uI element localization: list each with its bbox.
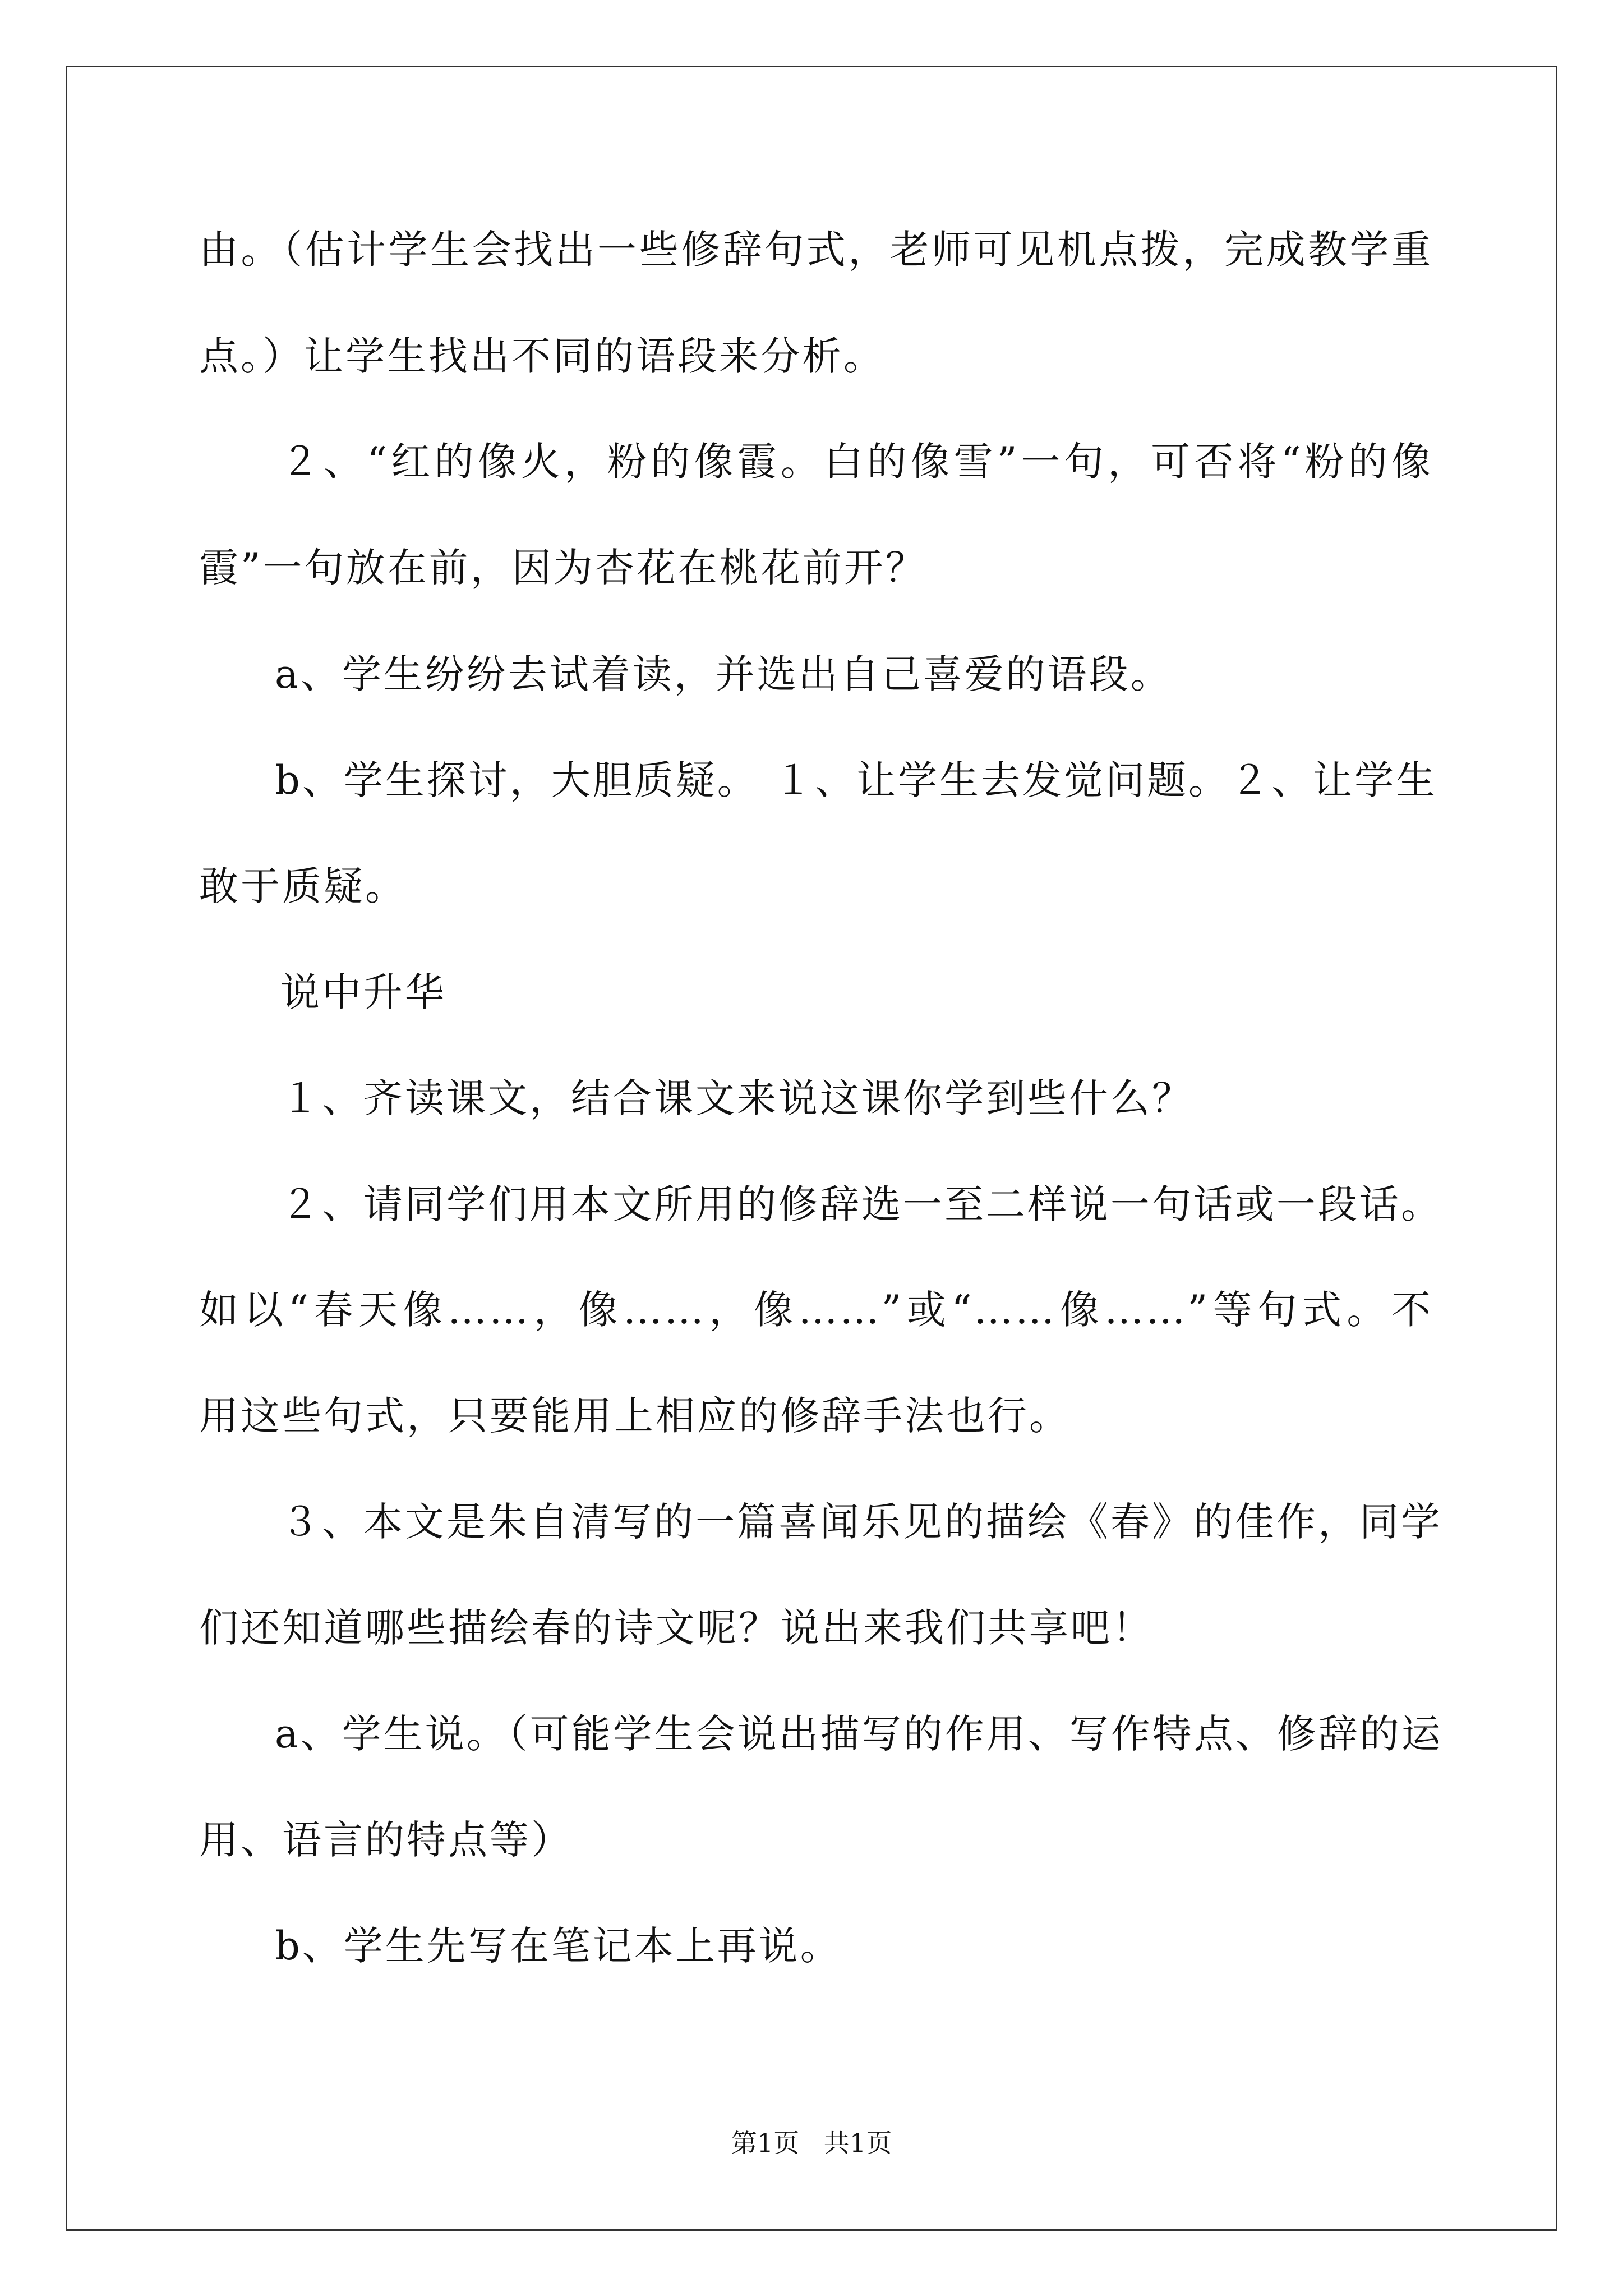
- paragraph-line-17: b、学生先写在笔记本上再说。: [275, 1923, 842, 1969]
- paragraph-line-11: 如以“春天像……，像……，像……”或“……像……”等句式。不: [199, 1287, 1433, 1333]
- paragraph-line-2: 点。）让学生找出不同的语段来分析。: [199, 333, 885, 379]
- page-footer: 第1页 共1页: [731, 2128, 892, 2158]
- paragraph-line-15: a、学生说。（可能学生会说出描写的作用、写作特点、修辞的运: [275, 1711, 1443, 1757]
- paragraph-line-1: 由。（估计学生会找出一些修辞句式，老师可见机点拨，完成教学重: [199, 227, 1433, 273]
- paragraph-line-3: ２、“红的像火，粉的像霞。白的像雪”一句，可否将“粉的像: [280, 439, 1433, 485]
- paragraph-line-16: 用、语言的特点等）: [199, 1817, 573, 1863]
- paragraph-line-12: 用这些句式，只要能用上相应的修辞手法也行。: [199, 1393, 1071, 1439]
- paragraph-line-14: 们还知道哪些描绘春的诗文呢？说出来我们共享吧！: [199, 1605, 1154, 1651]
- paragraph-line-9: １、齐读课文，结合课文来说这课你学到些什么？: [280, 1075, 1193, 1121]
- paragraph-line-7: 敢于质疑。: [199, 863, 407, 909]
- paragraph-line-4: 霞”一句放在前，因为杏花在桃花前开？: [199, 545, 927, 591]
- paragraph-line-5: a、学生纷纷去试着读，并选出自己喜爱的语段。: [275, 651, 1172, 697]
- page-border: [66, 66, 1557, 2231]
- section-heading: 说中升华: [280, 969, 446, 1015]
- paragraph-line-13: ３、本文是朱自清写的一篇喜闻乐见的描绘《春》的佳作，同学: [280, 1499, 1442, 1545]
- paragraph-line-10: ２、请同学们用本文所用的修辞选一至二样说一句话或一段话。: [280, 1181, 1442, 1227]
- paragraph-line-6: b、学生探讨，大胆质疑。 １、让学生去发觉问题。２、让学生: [275, 757, 1438, 803]
